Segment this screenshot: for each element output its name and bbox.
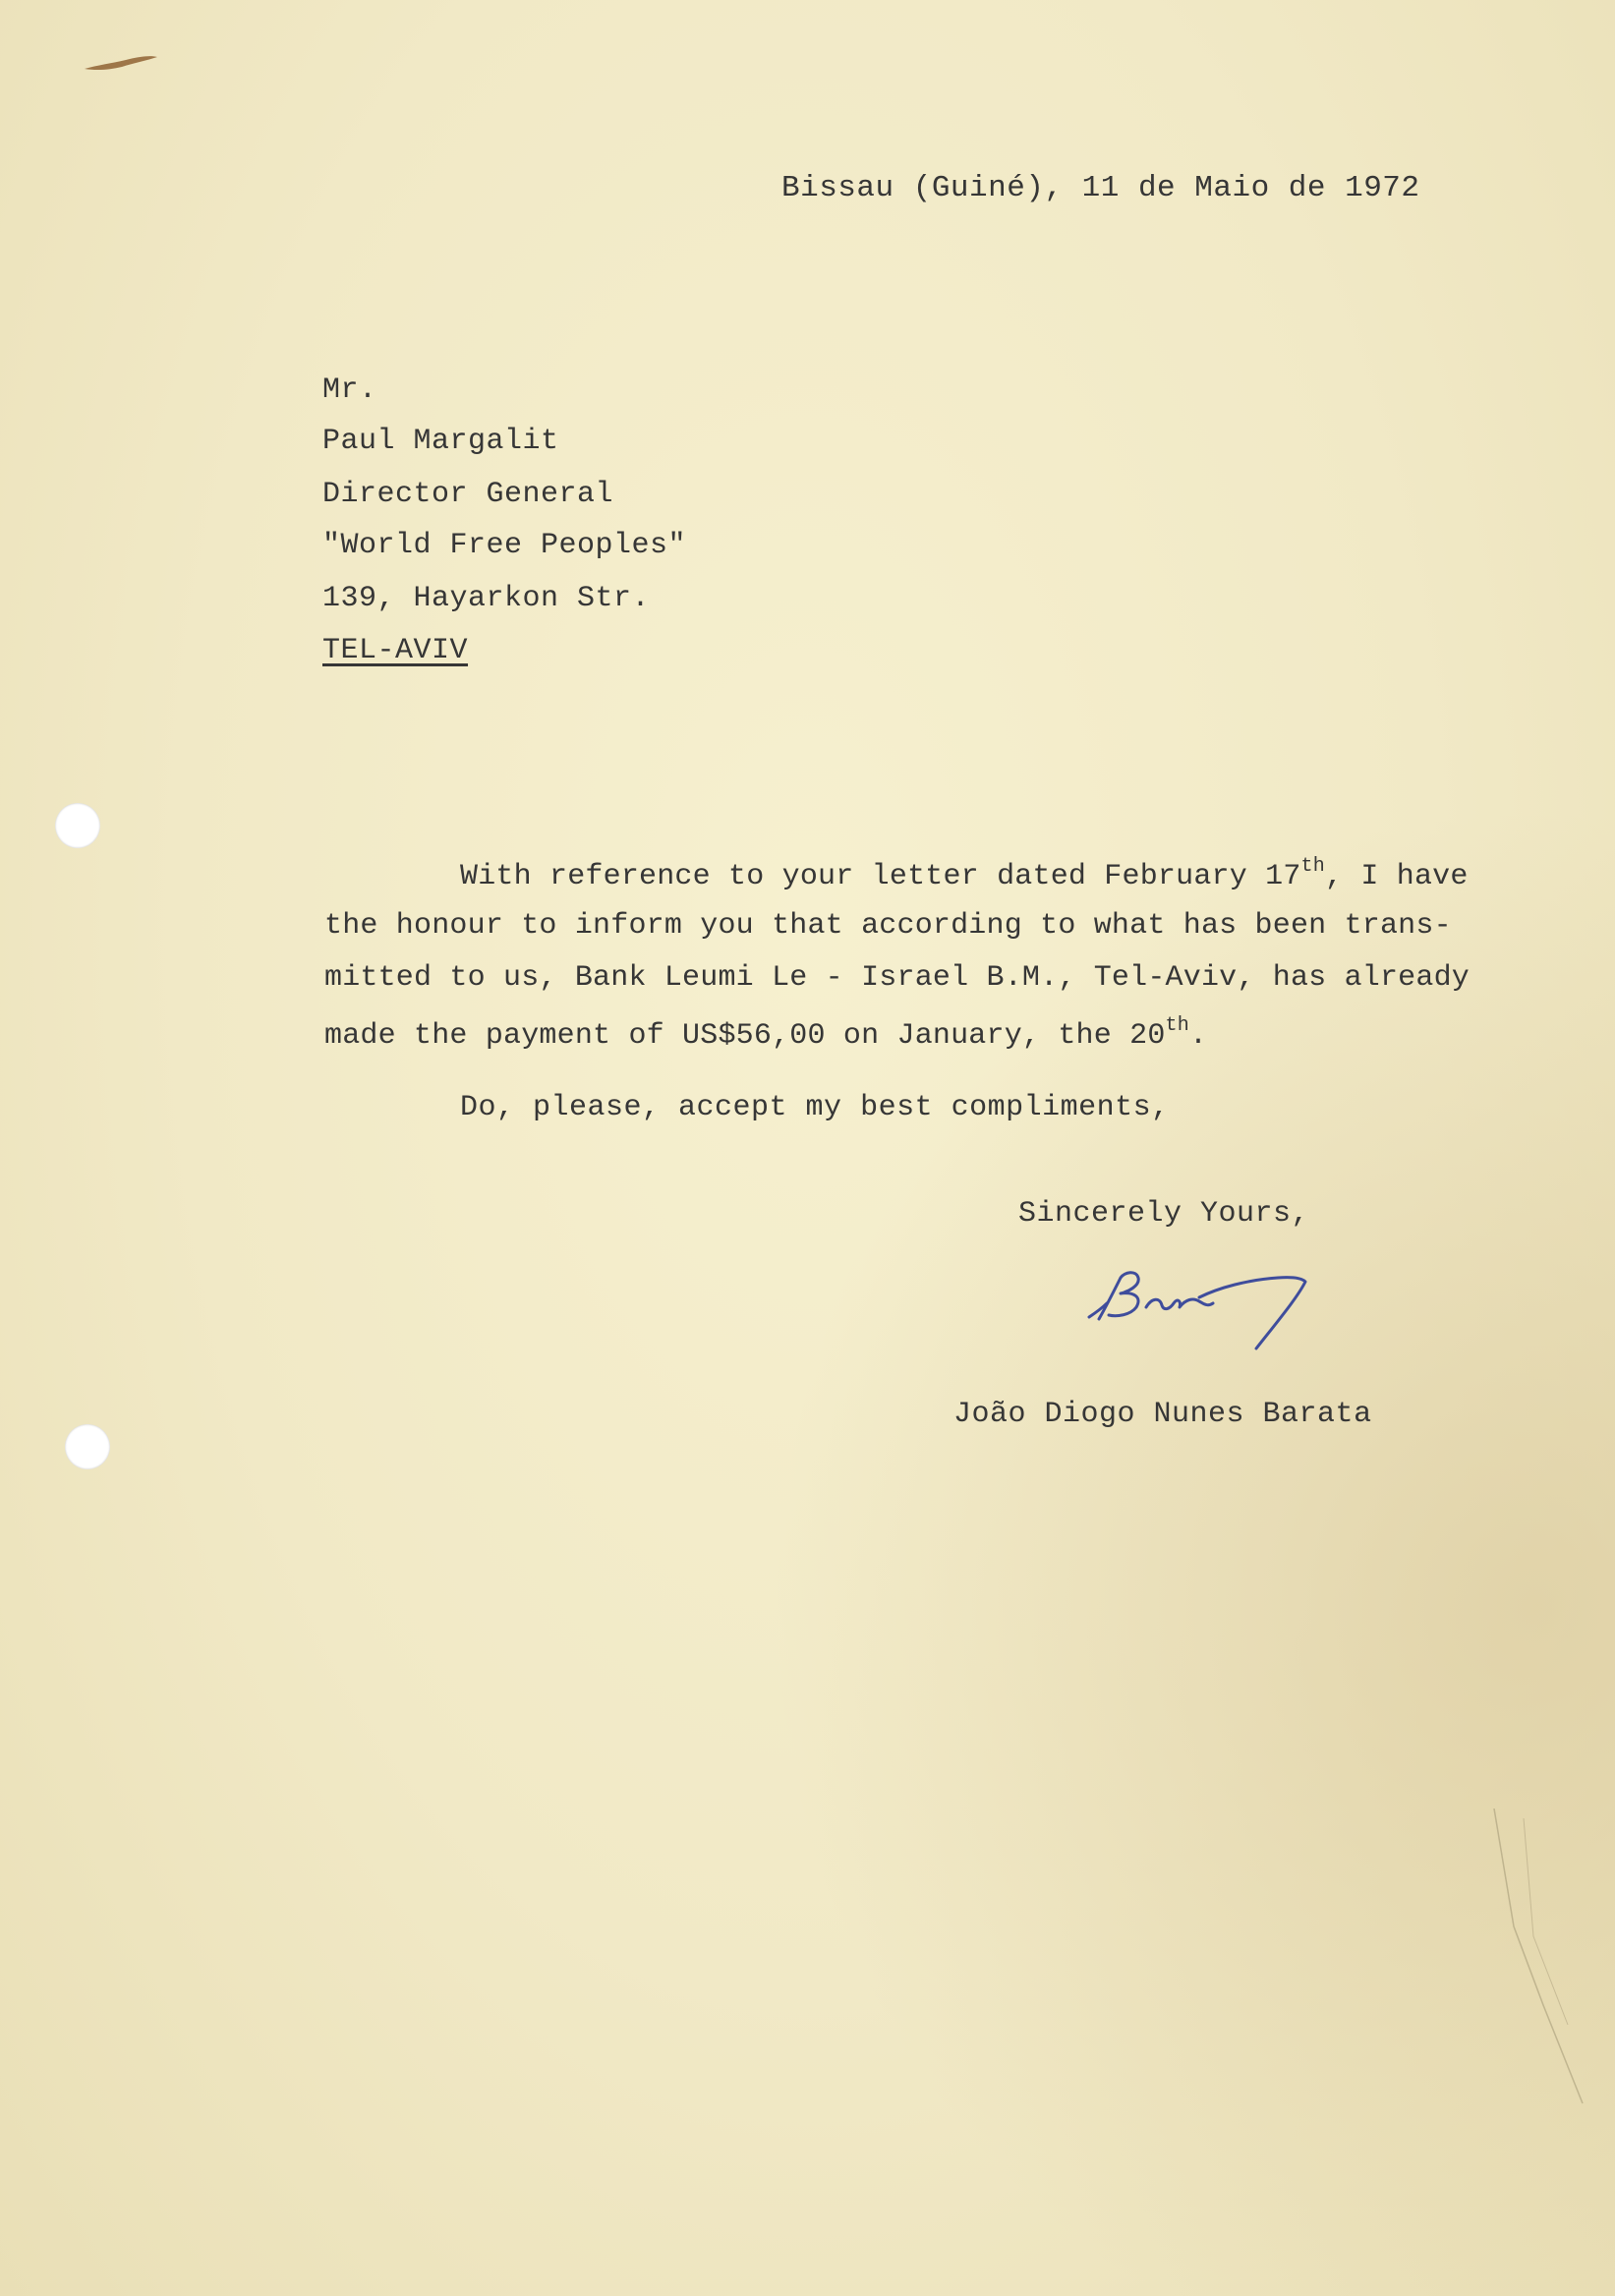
date-line: Bissau (Guiné), 11 de Maio de 1972 (781, 171, 1420, 205)
recipient-organization: "World Free Peoples" (322, 529, 687, 562)
closing-line: Do, please, accept my best compliments, (460, 1091, 1170, 1124)
recipient-name: Paul Margalit (322, 425, 559, 458)
body-line-3: mitted to us, Bank Leumi Le - Israel B.M., Tel-Aviv, has already (324, 961, 1470, 995)
recipient-city: TEL-AVIV (322, 634, 469, 667)
recipient-title: Director General (322, 478, 614, 511)
recipient-salutation: Mr. (322, 373, 377, 407)
body-line-4: made the payment of US$56,00 on January, the 20th. (324, 1014, 1208, 1053)
handwritten-signature (1081, 1258, 1327, 1366)
paper-crease (1474, 1808, 1612, 2123)
punch-hole (55, 803, 100, 848)
signer-name: João Diogo Nunes Barata (953, 1398, 1372, 1431)
rust-stain (81, 51, 159, 75)
punch-hole (65, 1424, 110, 1469)
body-line-2: the honour to inform you that according to what has been trans- (324, 909, 1452, 943)
recipient-street: 139, Hayarkon Str. (322, 582, 651, 615)
valediction: Sincerely Yours, (1018, 1197, 1310, 1231)
body-line-1: With reference to your letter dated February 17th, I have (460, 855, 1469, 893)
